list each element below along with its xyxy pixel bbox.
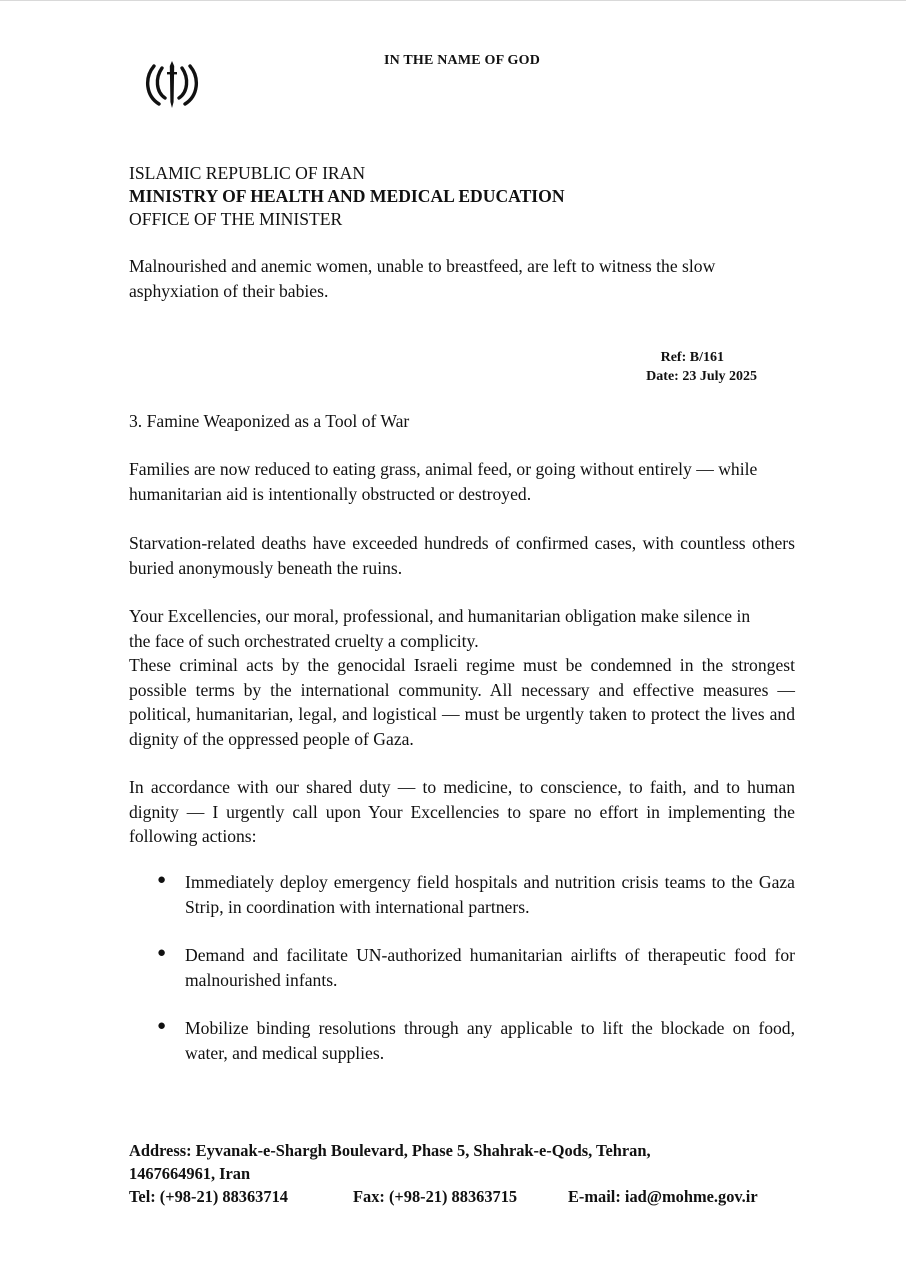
actions-list <box>129 870 795 1089</box>
opening-paragraph: Malnourished and anemic women, unable to breastfeed, are left to witness the slow asphyxiation of their babies. <box>129 256 716 301</box>
action-text: Immediately deploy emergency field hospitals and nutrition crisis teams to the Gaza Strip, in coordination with international partners. <box>185 872 795 917</box>
bullet-icon: ● <box>157 1018 167 1034</box>
footer-address: Address: Eyvanak-e-Shargh Boulevard, Phase 5, Shahrak-e-Qods, Tehran, 1467664961, Iran <box>129 1141 651 1183</box>
bullet-icon: ● <box>157 945 167 961</box>
letterhead-ministry: MINISTRY OF HEALTH AND MEDICAL EDUCATION <box>129 186 565 206</box>
footer-contacts <box>129 1185 799 1208</box>
action-text: Demand and facilitate UN-authorized humanitarian airlifts of therapeutic food for malnourished infants. <box>185 945 795 990</box>
footer-email: E-mail: iad@mohme.gov.ir <box>568 1187 758 1206</box>
footer-contact-block <box>129 1139 799 1208</box>
letterhead-country: ISLAMIC REPUBLIC OF IRAN <box>129 163 366 183</box>
invocation-heading: IN THE NAME OF GOD <box>383 53 541 68</box>
footer-telephone: Tel: (+98-21) 88363714 <box>129 1187 288 1206</box>
footer-fax: Fax: (+98-21) 88363715 <box>353 1187 518 1206</box>
list-item <box>129 1016 795 1065</box>
reference-number: Ref: B/161 <box>660 350 724 365</box>
letter-date: Date: 23 July 2025 <box>646 369 757 384</box>
section-heading: 3. Famine Weaponized as a Tool of War <box>129 411 410 431</box>
list-item <box>129 943 795 992</box>
letterhead <box>129 162 565 231</box>
list-item <box>129 870 795 919</box>
action-text: Mobilize binding resolutions through any applicable to lift the blockade on food, water, and medical supplies. <box>185 1018 795 1063</box>
letterhead-office: OFFICE OF THE MINISTER <box>129 209 343 229</box>
reference-block <box>646 348 757 386</box>
paragraph-families: Families are now reduced to eating grass, animal feed, or going without entirely — while humanitarian aid is intentionally obstructed or destroyed. <box>129 459 758 504</box>
paragraph-condemn: These criminal acts by the genocidal Israeli regime must be condemned in the strongest possible terms by the international community. All necessary and effective measures — political, humanitarian, legal, and logistical — must be urgently taken to protect the lives and dignity of the oppressed people of Gaza. <box>129 655 795 749</box>
top-border <box>0 0 906 1</box>
bullet-icon: ● <box>157 872 167 888</box>
paragraph-obligation: Your Excellencies, our moral, professional, and humanitarian obligation make silence in the face of such orchestrated cruelty a complicity. <box>129 606 751 651</box>
paragraph-duty: In accordance with our shared duty — to medicine, to conscience, to faith, and to human dignity — I urgently call upon Your Excellencies to spare no effort in implementing the following actions: <box>129 777 795 846</box>
paragraph-starvation: Starvation-related deaths have exceeded hundreds of confirmed cases, with countless others buried anonymously beneath the ruins. <box>129 533 795 578</box>
